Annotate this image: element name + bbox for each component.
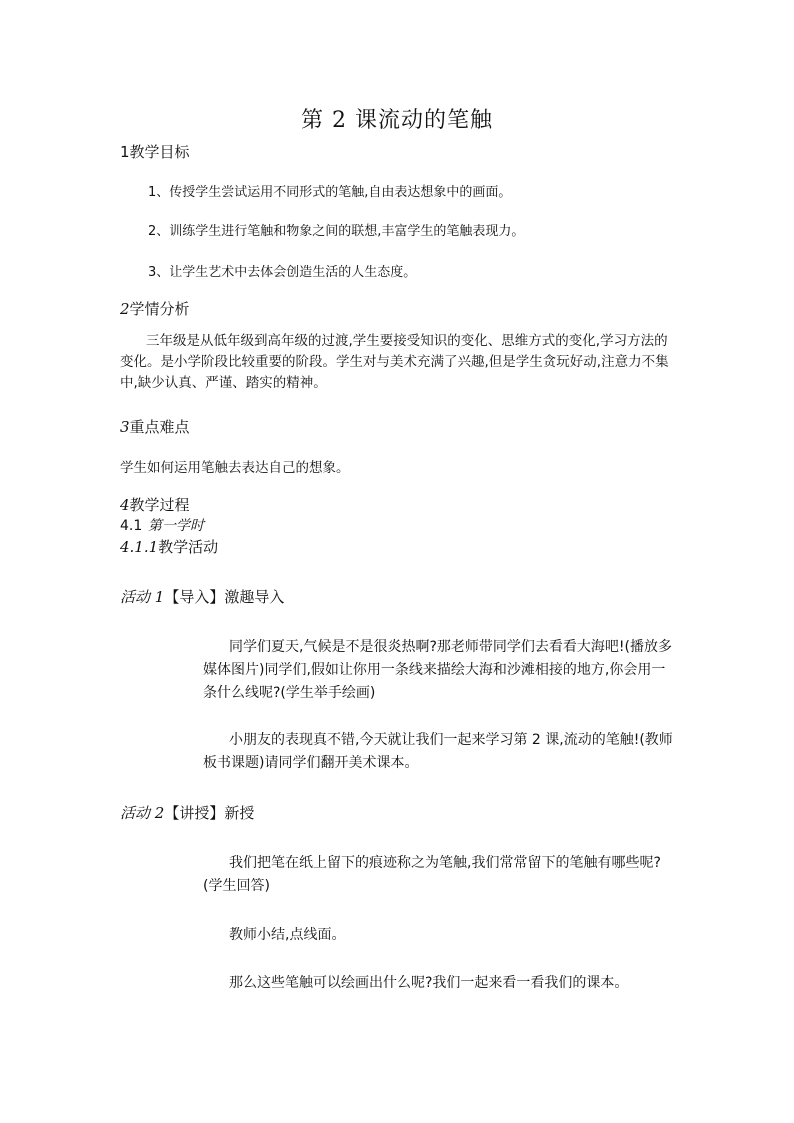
keypoint-text: 学生如何运用笔触去表达自己的想象。 [120,460,350,476]
subsection-label: 教学活动 [158,538,219,556]
section-number: 3 [120,418,130,436]
activity-label: 活动 1 [120,588,165,606]
activity-paragraph [203,924,673,947]
section-label: 重点难点 [129,418,190,436]
section-number: 4 [120,496,130,514]
analysis-text: 三年级是从低年级到高年级的过渡,学生要接受知识的变化、思维方式的变化,学习方法的变化。是小学阶段比较重要的阶段。学生对与美术充满了兴趣,但是学生贪玩好动,注意力不集中,缺少认真、严谨、踏实的精神。 [120,333,669,391]
section-heading-objectives [120,141,190,162]
subsection-label: 第一学时 [148,518,204,534]
activity-paragraph [203,636,673,705]
analysis-paragraph [120,331,680,394]
paragraph-text: 教师小结,点线面。 [229,927,346,943]
paragraph-text: 小朋友的表现真不错,今天就让我们一起来学习第 2 课,流动的笔触!(教师板书课题)请同学们翻开美术课本。 [203,732,673,771]
activity-tag: 【导入】 [164,588,225,606]
section-label: 教学目标 [129,143,190,161]
section-label: 学情分析 [129,300,190,318]
subsection-number: 4.1.1 [120,538,159,556]
activity-name: 激趣导入 [224,588,285,606]
activity-label: 活动 2 [120,804,165,822]
activity-heading [120,802,254,823]
activity-tag: 【讲授】 [164,804,225,822]
section-heading-process [120,494,190,515]
activity-name: 新授 [224,804,255,822]
objective-item: 1、传授学生尝试运用不同形式的笔触,自由表达想象中的画面。 [148,185,512,200]
section-number: 2 [120,300,130,318]
paragraph-text: 那么这些笔触可以绘画出什么呢?我们一起来看一看我们的课本。 [229,975,629,991]
objective-item: 3、让学生艺术中去体会创造生活的人生态度。 [148,265,417,280]
document-title: 第 2 课流动的笔触 [301,108,493,133]
subsection-heading-lesson [120,515,204,535]
activity-paragraph [203,852,673,898]
activity-paragraph [203,729,673,775]
activity-heading [120,586,284,607]
subsection-number: 4.1 [120,518,143,534]
section-heading-analysis [120,298,190,319]
activity-paragraph [203,972,673,995]
section-heading-keypoints [120,416,190,437]
section-number: 1 [120,143,130,161]
objective-item: 2、训练学生进行笔触和物象之间的联想,丰富学生的笔触表现力。 [148,224,525,239]
paragraph-text: 同学们夏天,气候是不是很炎热啊?那老师带同学们去看看大海吧!(播放多媒体图片)同学们,假如让你用一条线来描绘大海和沙滩相接的地方,你会用一条什么线呢?(学生举手绘画) [203,639,672,701]
section-label: 教学过程 [129,496,190,514]
subsection-heading-activities [120,536,218,557]
paragraph-text: 我们把笔在纸上留下的痕迹称之为笔触,我们常常留下的笔触有哪些呢?(学生回答) [203,855,661,894]
